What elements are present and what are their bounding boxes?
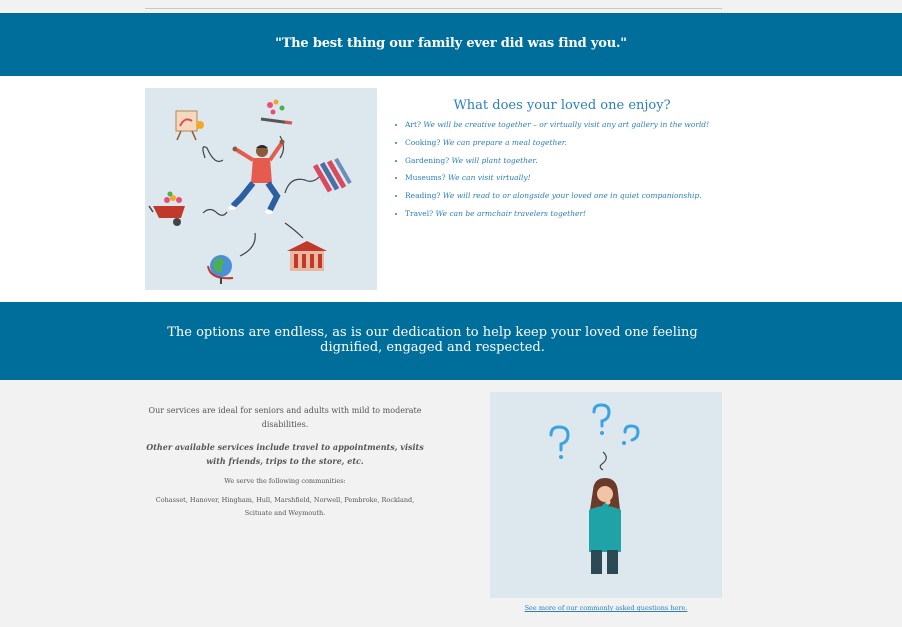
- services-intro: Our services are ideal for seniors and adults with mild to moderate disabilities.: [148, 406, 422, 429]
- item-topic: Museums?: [405, 173, 446, 183]
- item-desc: We can prepare a meal together.: [440, 137, 567, 147]
- list-item: [405, 138, 732, 148]
- globe-icon: [208, 255, 233, 284]
- top-area: [0, 0, 902, 13]
- dedication-text: The options are endless, as is our dedication to help keep your loved one feeling dignified, engaged and respected.: [167, 325, 698, 355]
- art-easel-icon: [176, 111, 204, 140]
- item-topic: Cooking?: [405, 137, 441, 147]
- item-topic: Gardening?: [405, 155, 450, 165]
- item-desc: We will read to or alongside your loved one in quiet companionship.: [440, 191, 702, 201]
- dancing-man-illustration: [145, 88, 377, 290]
- activities-illustration: [145, 88, 377, 290]
- item-desc: We can visit virtually!: [445, 173, 531, 183]
- palette-icon: [261, 100, 292, 124]
- question-illustration: [490, 392, 722, 598]
- services-section: [0, 380, 902, 627]
- activities-section: [0, 76, 902, 302]
- communities-label: We serve the following communities:: [224, 477, 346, 485]
- thinking-woman-figure: [589, 478, 621, 574]
- list-item: [405, 191, 732, 201]
- enjoy-panel: [392, 98, 732, 227]
- dancing-man-figure: [228, 140, 285, 215]
- wheelbarrow-flowers-icon: [149, 192, 185, 227]
- museum-building-icon: [287, 241, 327, 271]
- enjoy-list: [392, 120, 732, 219]
- testimonial-quote: "The best thing our family ever did was find you.": [275, 36, 627, 51]
- item-desc: We will plant together.: [449, 155, 538, 165]
- services-other: Other available services include travel to appointments, visits with friends, trips to the store, etc.: [146, 442, 424, 466]
- dedication-banner: [0, 302, 902, 380]
- list-item: [405, 120, 732, 130]
- enjoy-heading: What does your loved one enjoy?: [453, 98, 671, 113]
- divider: [145, 8, 722, 9]
- list-item: [405, 173, 732, 183]
- item-topic: Travel?: [405, 208, 434, 218]
- faq-link[interactable]: See more of our commonly asked questions here.: [524, 604, 688, 612]
- item-desc: We will be creative together – or virtually visit any art gallery in the world!: [421, 120, 710, 129]
- item-topic: Reading?: [405, 191, 441, 201]
- item-desc: We can be armchair travelers together!: [433, 208, 587, 218]
- services-text: [145, 404, 425, 520]
- thinking-woman-illustration: [490, 392, 722, 598]
- testimonial-banner: [0, 13, 902, 76]
- list-item: [405, 209, 732, 219]
- list-item: [405, 156, 732, 166]
- books-icon: [313, 158, 352, 193]
- item-topic: Art?: [405, 120, 422, 129]
- communities-list: Cohasset, Hanover, Hingham, Hull, Marshfield, Norwell, Pembroke, Rockland, Scituate and Weymouth.: [155, 496, 415, 517]
